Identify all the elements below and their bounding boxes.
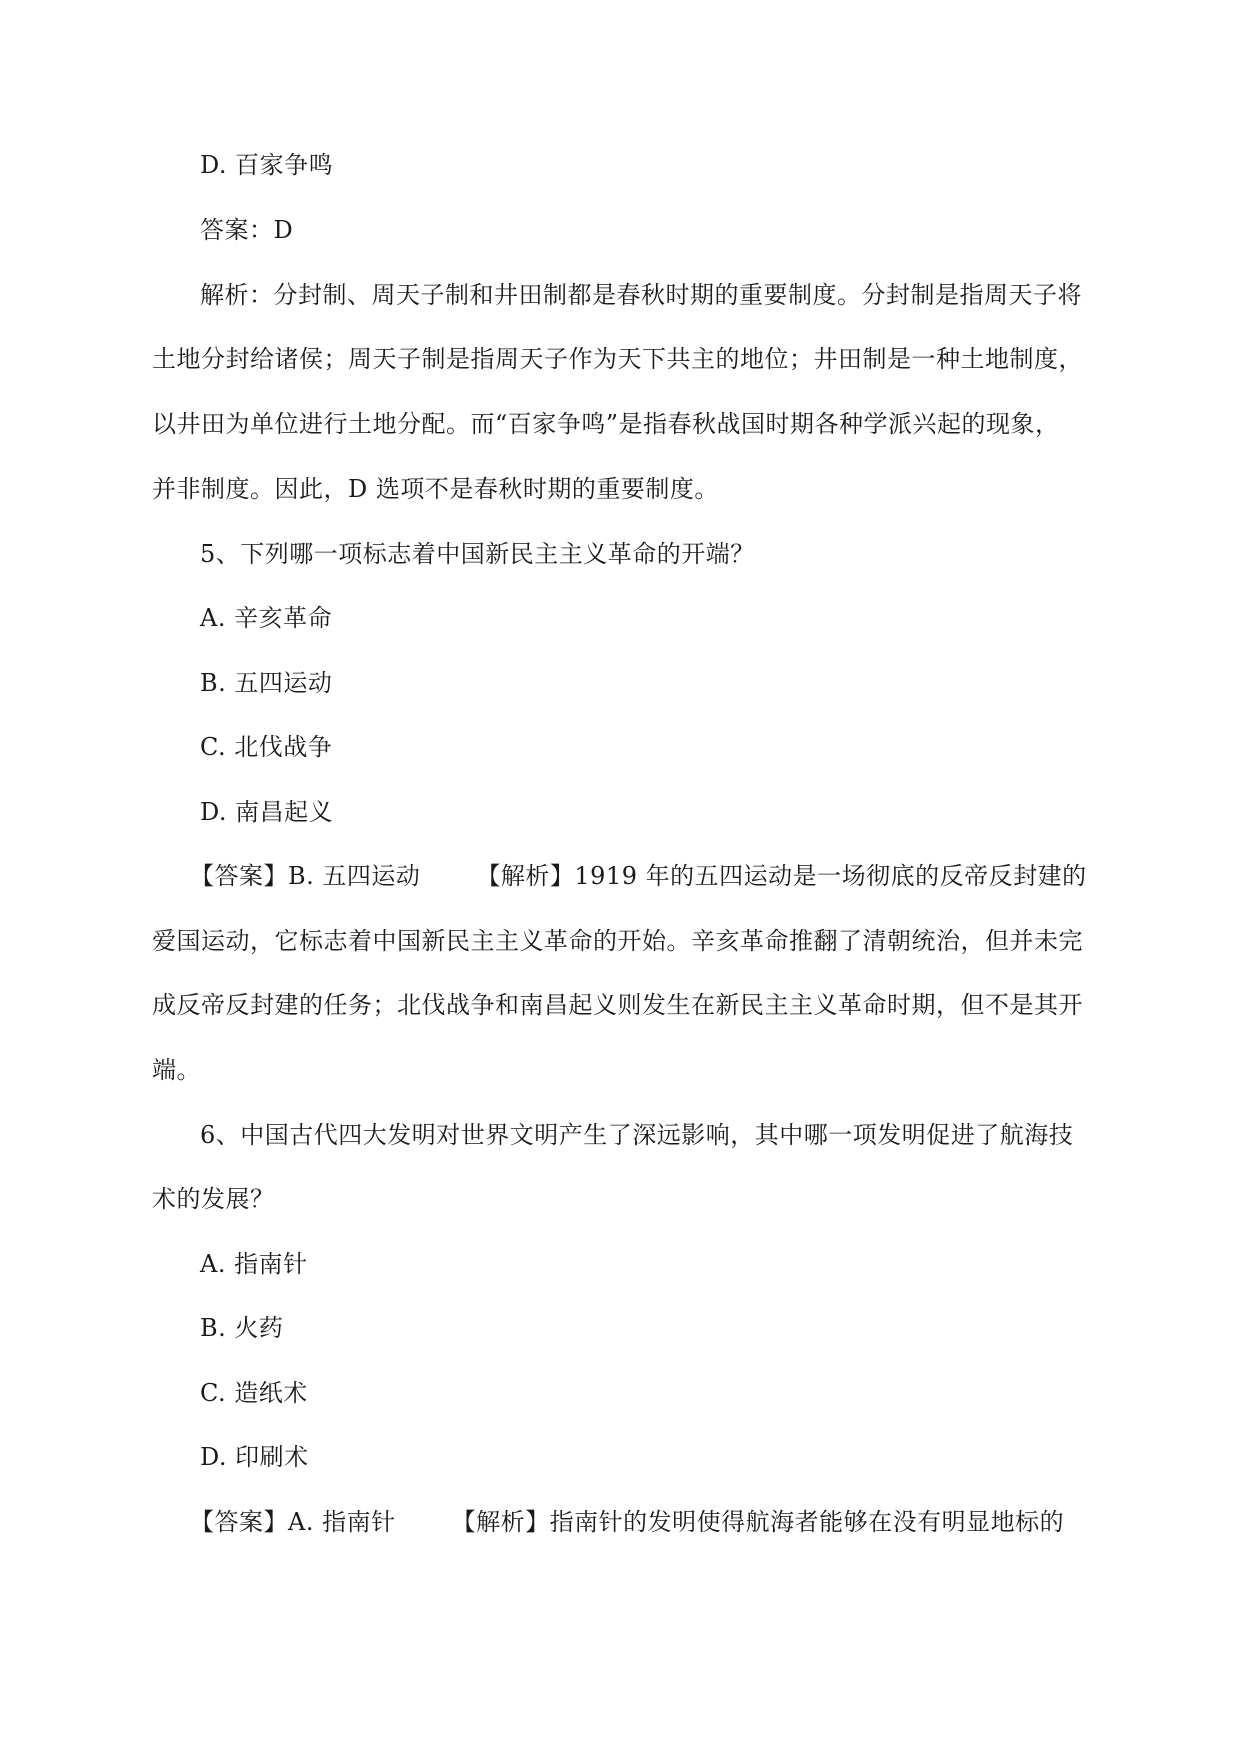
q5-option-d: D. 南昌起义 bbox=[200, 798, 334, 826]
q4-analysis-line-3: 以井田为单位进行土地分配。而“百家争鸣”是指春秋战国时期各种学派兴起的现象， bbox=[152, 410, 1060, 438]
q5-analysis-line-3: 成反帝反封建的任务；北伐战争和南昌起义则发生在新民主主义革命时期，但不是其开 bbox=[152, 991, 1083, 1019]
q5-option-c: C. 北伐战争 bbox=[200, 733, 333, 761]
q6-answer: 【答案】A. 指南针 bbox=[190, 1508, 396, 1536]
q4-analysis-line-1: 解析：分封制、周天子制和井田制都是春秋时期的重要制度。分封制是指周天子将 bbox=[200, 281, 1082, 309]
q4-option-d: D. 百家争鸣 bbox=[200, 151, 334, 179]
q5-analysis-line-2: 爱国运动，它标志着中国新民主主义革命的开始。辛亥革命推翻了清朝统治，但并未完 bbox=[152, 927, 1083, 955]
q6-option-c: C. 造纸术 bbox=[200, 1379, 308, 1407]
q5-analysis-line-4: 端。 bbox=[152, 1056, 201, 1084]
q4-analysis-line-2: 土地分封给诸侯；周天子制是指周天子作为天下共主的地位；井田制是一种土地制度， bbox=[152, 345, 1083, 373]
q6-option-a: A. 指南针 bbox=[200, 1250, 308, 1278]
q5-question: 5、下列哪一项标志着中国新民主主义革命的开端？ bbox=[200, 540, 755, 568]
q4-analysis-line-4: 并非制度。因此，D 选项不是春秋时期的重要制度。 bbox=[152, 475, 719, 503]
q6-question-line-2: 术的发展？ bbox=[152, 1185, 275, 1213]
q6-analysis-first: 【解析】指南针的发明使得航海者能够在没有明显地标的 bbox=[451, 1508, 1065, 1536]
q6-question-line-1: 6、中国古代四大发明对世界文明产生了深远影响，其中哪一项发明促进了航海技 bbox=[200, 1121, 1074, 1149]
q5-option-a: A. 辛亥革命 bbox=[200, 604, 333, 632]
q4-answer: 答案：D bbox=[200, 216, 294, 244]
q5-answer: 【答案】B. 五四运动 bbox=[190, 862, 421, 890]
q5-analysis-first: 【解析】1919 年的五四运动是一场彻底的反帝反封建的 bbox=[476, 862, 1087, 890]
q6-option-b: B. 火药 bbox=[200, 1314, 284, 1342]
q5-option-b: B. 五四运动 bbox=[200, 669, 333, 697]
q6-answer-row bbox=[190, 1507, 1112, 1537]
q5-answer-row bbox=[190, 861, 1112, 891]
q6-option-d: D. 印刷术 bbox=[200, 1443, 309, 1471]
